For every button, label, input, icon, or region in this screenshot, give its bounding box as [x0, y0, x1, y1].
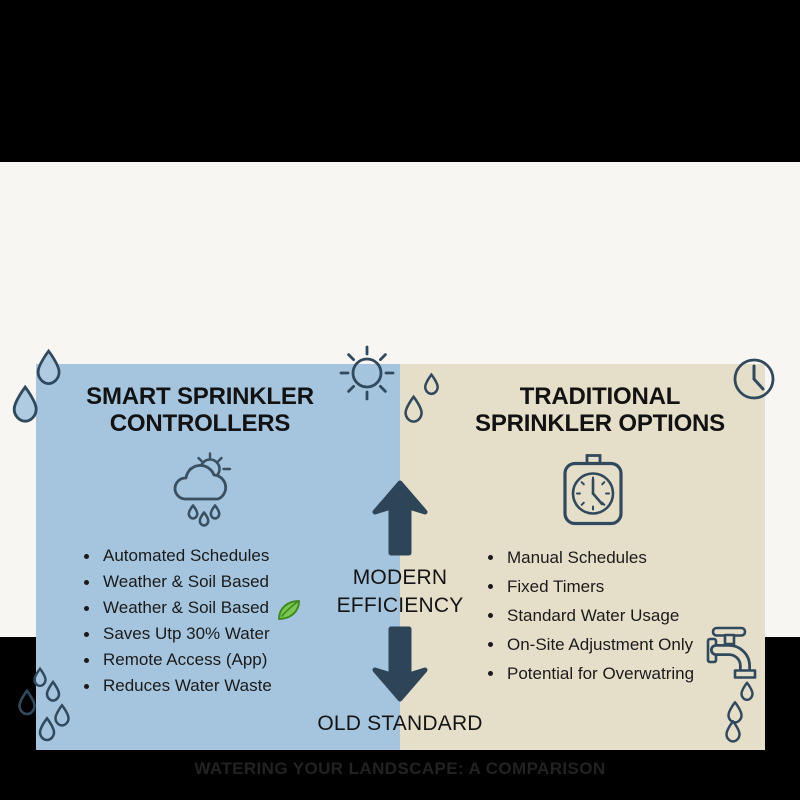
list-item-label: Automated Schedules [103, 546, 270, 565]
list-item [84, 543, 301, 569]
list-item [488, 543, 694, 572]
cloud-rain-icon [170, 453, 234, 525]
right-panel-title [400, 383, 800, 437]
list-item [84, 647, 301, 673]
list-item [488, 630, 694, 659]
dripping-faucet-icon [700, 624, 766, 742]
list-item [84, 621, 301, 647]
old-standard-label: OLD STANDARD [317, 712, 483, 735]
list-item-label: Reduces Water Waste [103, 676, 272, 695]
list-item [488, 572, 694, 601]
left-title-line1: SMART SPRINKLER [86, 383, 314, 410]
water-droplet-cluster-icon [14, 660, 86, 745]
list-item [84, 569, 301, 595]
list-item [84, 673, 301, 699]
arrow-down-icon [372, 626, 428, 702]
bullet-dot [84, 606, 89, 611]
right-feature-list [488, 543, 694, 688]
bullet-dot [84, 632, 89, 637]
left-panel-title [0, 383, 400, 437]
left-feature-list [84, 543, 301, 699]
right-title-line1: TRADITIONAL [519, 383, 681, 410]
list-item-label: Weather & Soil Based [103, 572, 269, 591]
bullet-dot [488, 555, 493, 560]
list-item-label: Saves Utp 30% Water [103, 624, 270, 643]
bullet-dot [488, 613, 493, 618]
bullet-dot [488, 642, 493, 647]
modern-efficiency-label [300, 564, 500, 620]
timer-icon [562, 454, 624, 528]
bullet-dot [488, 584, 493, 589]
list-item-label: Weather & Soil Based [103, 598, 269, 617]
left-title-line2: CONTROLLERS [109, 410, 291, 437]
bullet-dot [488, 671, 493, 676]
arrow-up-icon [372, 480, 428, 556]
infographic-caption: WATERING YOUR LANDSCAPE: A COMPARISON [194, 759, 606, 778]
list-item-label: On-Site Adjustment Only [507, 634, 694, 654]
list-item [84, 595, 301, 621]
bullet-dot [84, 580, 89, 585]
list-item-label: Remote Access (App) [103, 650, 268, 669]
list-item-label: Potential for Overwatring [507, 663, 695, 683]
modern-label-line1: MODERN [352, 566, 448, 589]
right-title-line2: SPRINKLER OPTIONS [475, 410, 725, 437]
leaf-icon [277, 599, 301, 621]
list-item-label: Fixed Timers [507, 576, 605, 596]
content-band [0, 162, 800, 778]
modern-label-line2: EFFICIENCY [336, 594, 464, 617]
list-item-label: Standard Water Usage [507, 605, 680, 625]
list-item-label: Manual Schedules [507, 547, 647, 567]
bullet-dot [84, 554, 89, 559]
list-item [488, 601, 694, 630]
list-item [488, 659, 694, 688]
